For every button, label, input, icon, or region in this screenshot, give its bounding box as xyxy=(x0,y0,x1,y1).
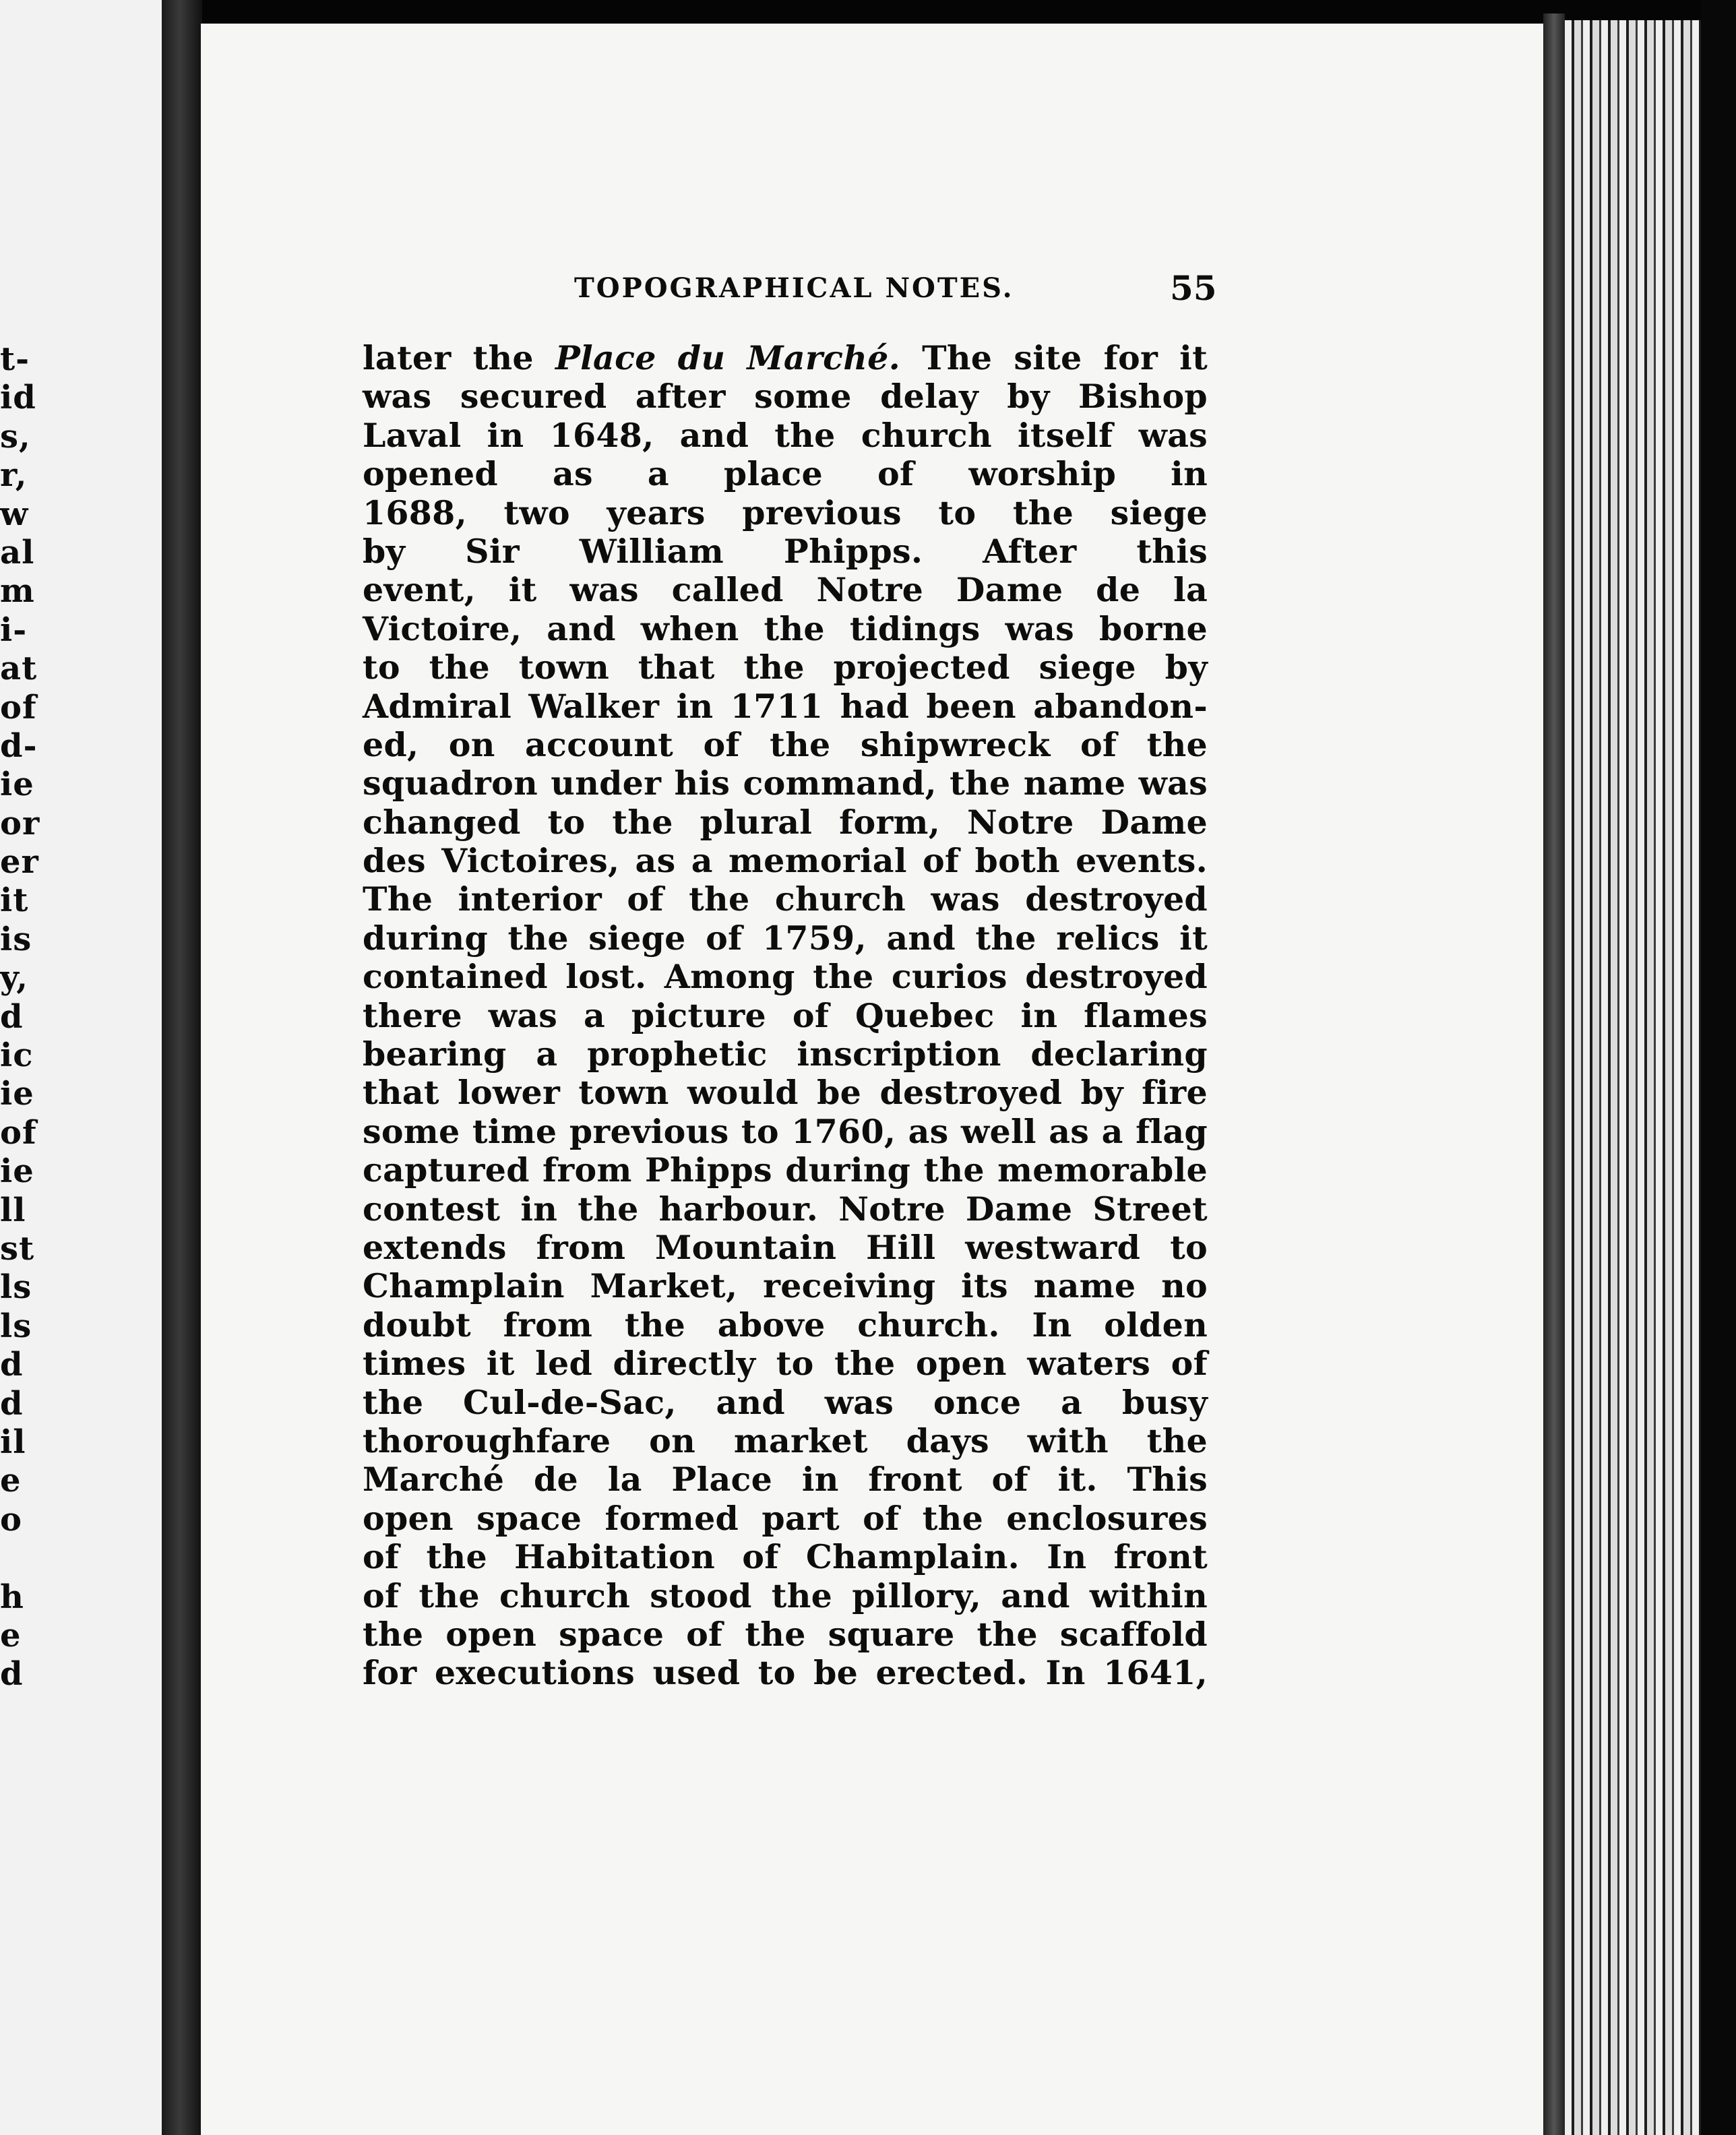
page-edge-shadow xyxy=(1543,13,1565,2135)
running-head: TOPOGRAPHICAL NOTES. xyxy=(574,272,1014,304)
facing-page-fragment: is xyxy=(0,920,32,958)
facing-page-fragment: d- xyxy=(0,726,38,765)
text-line-23: contest in the harbour. Notre Dame Street xyxy=(363,1189,1208,1229)
facing-page-fragment: ls xyxy=(0,1268,32,1307)
text-line-28: the Cul-de-Sac, and was once a busy xyxy=(363,1382,1208,1422)
text-line-17: contained lost. Among the curios destroyed xyxy=(363,957,1208,997)
binding-gutter xyxy=(162,0,202,2135)
text-line-34: the open space of the square the scaffold xyxy=(363,1614,1208,1654)
facing-page-fragment: of xyxy=(0,1113,37,1152)
facing-page-fragment: ic xyxy=(0,1036,34,1075)
text-line-6: by Sir William Phipps. After this xyxy=(363,531,1208,571)
facing-page-fragment: er xyxy=(0,843,39,881)
facing-page-fragment: m xyxy=(0,572,35,611)
facing-page-fragment: al xyxy=(0,533,35,571)
text-line-32: of the Habitation of Champlain. In front xyxy=(363,1537,1208,1577)
text-line-8: Victoire, and when the tidings was borne xyxy=(363,609,1208,648)
text-line-2: was secured after some delay by Bishop xyxy=(363,377,1208,416)
facing-page-fragment: e xyxy=(0,1616,22,1654)
facing-page-fragment xyxy=(0,1539,40,1578)
facing-page-fragment: d xyxy=(0,1384,24,1423)
text-line-16: during the siege of 1759, and the relics it xyxy=(363,918,1208,958)
text-run: later the xyxy=(363,338,534,377)
text-line-13: changed to the plural form, Notre Dame xyxy=(363,802,1208,842)
text-line-11: ed, on account of the shipwreck of the xyxy=(363,724,1208,764)
facing-page-fragment: d xyxy=(0,997,24,1036)
text-line-35: for executions used to be erected. In 1641, xyxy=(363,1653,1208,1693)
text-line-20: that lower town would be destroyed by fire xyxy=(363,1073,1208,1113)
facing-page-fragment: y, xyxy=(0,959,29,997)
facing-page-fragment: h xyxy=(0,1578,24,1616)
facing-page-fragment: i- xyxy=(0,611,28,649)
facing-page-fragment: of xyxy=(0,688,37,726)
text-line-1 xyxy=(363,339,1208,377)
facing-page-fragment: it xyxy=(0,881,29,920)
facing-page-fragment: e xyxy=(0,1462,22,1500)
text-line-7: event, it was called Notre Dame de la xyxy=(363,570,1208,610)
text-line-18: there was a picture of Quebec in flames xyxy=(363,995,1208,1035)
text-line-3: Laval in 1648, and the church itself was xyxy=(363,415,1208,455)
text-line-26: doubt from the above church. In olden xyxy=(363,1305,1208,1344)
facing-page-fragment: st xyxy=(0,1229,35,1268)
text-line-14: des Victoires, as a memorial of both events. xyxy=(363,841,1208,881)
text-line-12: squadron under his command, the name was xyxy=(363,764,1208,803)
facing-page-fragment: d xyxy=(0,1655,24,1694)
text-line-4: opened as a place of worship in xyxy=(363,454,1208,494)
facing-page-fragment: o xyxy=(0,1500,23,1539)
text-line-10: Admiral Walker in 1711 had been abandon- xyxy=(363,686,1208,726)
text-line-21: some time previous to 1760, as well as a flag xyxy=(363,1111,1208,1151)
text-line-30: Marché de la Place in front of it. This xyxy=(363,1460,1208,1499)
italic-run: Place du Marché. xyxy=(555,338,900,377)
text-line-15: The interior of the church was destroyed xyxy=(363,879,1208,919)
facing-page-fragment: il xyxy=(0,1423,26,1461)
facing-page-fragment: t- xyxy=(0,340,30,378)
text-line-27: times it led directly to the open waters of xyxy=(363,1344,1208,1384)
facing-page-fragment: ie xyxy=(0,1075,34,1113)
facing-page-fragment: or xyxy=(0,804,40,842)
facing-page-text-fragments xyxy=(0,340,40,1694)
facing-page-fragment: at xyxy=(0,650,38,688)
facing-page-fragment: ll xyxy=(0,1191,26,1229)
page-number: 55 xyxy=(1170,268,1217,308)
text-line-24: extends from Mountain Hill westward to xyxy=(363,1227,1208,1267)
facing-page-fragment: ie xyxy=(0,1152,34,1191)
facing-page-fragment: d xyxy=(0,1346,24,1384)
text-line-29: thoroughfare on market days with the xyxy=(363,1421,1208,1460)
text-line-33: of the church stood the pillory, and within xyxy=(363,1576,1208,1615)
text-line-22: captured from Phipps during the memorable xyxy=(363,1150,1208,1190)
text-line-9: to the town that the projected siege by xyxy=(363,648,1208,687)
scan-border-right xyxy=(1701,0,1736,2135)
facing-page-fragment: r, xyxy=(0,456,28,495)
facing-page-fragment: ie xyxy=(0,766,34,804)
text-line-5: 1688, two years previous to the siege xyxy=(363,493,1208,532)
facing-page-fragment: s, xyxy=(0,417,31,456)
facing-page-fragment: id xyxy=(0,379,36,417)
scan-border xyxy=(0,0,1736,27)
text-line-19: bearing a prophetic inscription declaring xyxy=(363,1034,1208,1074)
text-run: The site for it xyxy=(922,338,1208,377)
text-line-31: open space formed part of the enclosures xyxy=(363,1498,1208,1538)
text-line-25: Champlain Market, receiving its name no xyxy=(363,1266,1208,1306)
facing-page-fragment: ls xyxy=(0,1307,32,1345)
facing-page-fragment: w xyxy=(0,495,29,533)
body-text xyxy=(363,339,1208,1693)
